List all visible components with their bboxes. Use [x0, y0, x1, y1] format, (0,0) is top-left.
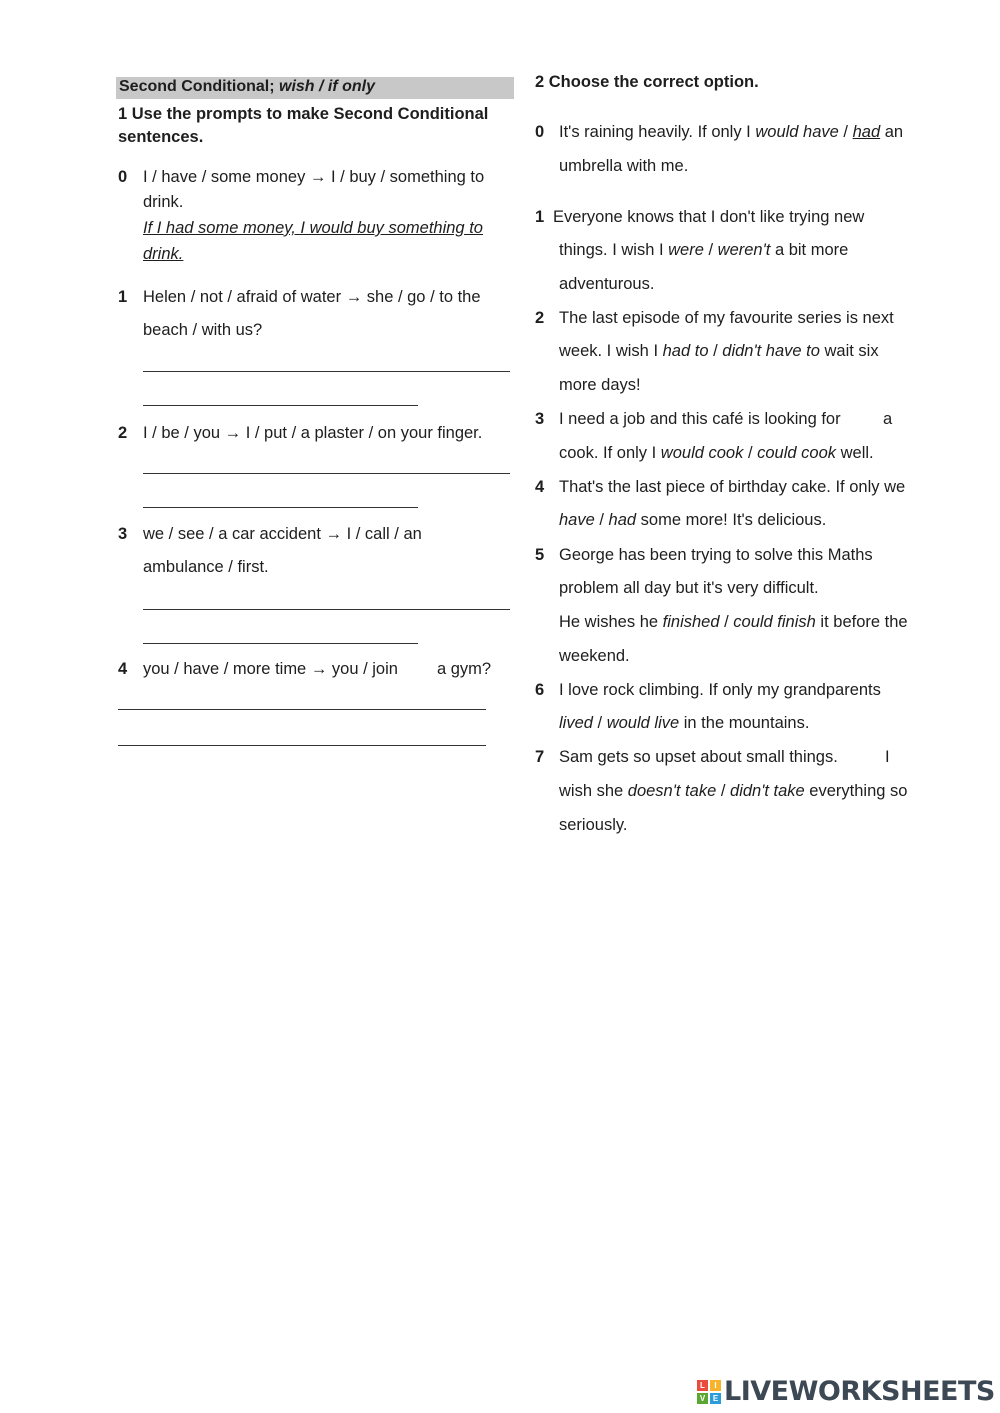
ex2-item-4-post: some more! It's delicious.	[636, 511, 827, 529]
ex2-item-3-sentence	[559, 444, 874, 463]
ex2-item-6-post: in the mountains.	[679, 714, 810, 732]
logo-letter-v: V	[697, 1393, 708, 1404]
ex2-item-1-line3: adventurous.	[559, 275, 655, 293]
ex2-item-7-post: everything so	[804, 782, 908, 800]
ex2-item-2-pre: week. I wish I	[559, 342, 663, 360]
ex2-item-1-option-2[interactable]: weren't	[717, 241, 771, 259]
ex2-item-6-option-1[interactable]: lived	[559, 714, 593, 732]
ex2-item-0-option-2[interactable]: had	[852, 123, 881, 141]
ex1-item-1-number: 1	[118, 288, 128, 306]
ex2-item-5-line2: problem all day but it's very difficult.	[559, 579, 819, 597]
ex2-item-7-line1: Sam gets so upset about small things.	[559, 748, 838, 766]
ex2-item-0-separator: /	[838, 123, 853, 141]
ex2-item-0-pre: It's raining heavily. If only I	[559, 123, 756, 141]
ex2-item-1-line1: Everyone knows that I don't like trying new	[553, 208, 865, 226]
ex2-heading: 2 Choose the correct option.	[535, 73, 759, 91]
ex1-item-0-prompt-line1: I / have / some money → I / buy / something to	[143, 168, 485, 186]
section-title-main: Second Conditional;	[119, 78, 279, 95]
ex2-item-3-option-2[interactable]: could cook	[757, 444, 837, 462]
ex2-item-4-option-2[interactable]: had	[608, 511, 637, 529]
ex1-heading-line1: 1 Use the prompts to make Second Conditional	[118, 105, 489, 123]
ex1-item-4-answer-line-2[interactable]	[118, 745, 486, 746]
ex2-item-0-line2: umbrella with me.	[559, 157, 689, 175]
ex2-item-7-separator: /	[716, 782, 731, 800]
ex1-item-2-number: 2	[118, 424, 128, 442]
ex2-item-0-post: an	[880, 123, 904, 141]
ex2-item-7-option-1[interactable]: doesn't take	[627, 782, 717, 800]
ex1-item-3-prompt-line1: we / see / a car accident → I / call / an	[143, 525, 422, 543]
ex2-item-1-pre: things. I wish I	[559, 241, 669, 259]
ex2-item-6-number: 6	[535, 681, 545, 699]
ex1-item-3-number: 3	[118, 525, 128, 543]
ex2-item-1-option-1[interactable]: were	[668, 241, 704, 259]
section-title-italic: wish / if only	[279, 78, 376, 95]
ex1-item-1-answer-line-1[interactable]	[143, 371, 510, 372]
ex2-item-5-post: it before the	[815, 613, 908, 631]
ex1-heading-line2: sentences.	[118, 128, 204, 146]
ex1-item-2-answer-line-2[interactable]	[143, 507, 418, 508]
ex2-item-0-sentence	[559, 123, 903, 142]
ex2-item-1-separator: /	[703, 241, 718, 259]
ex1-item-3-prompt-line2: ambulance / first.	[143, 558, 269, 576]
ex1-item-4-answer-line-1[interactable]	[118, 709, 486, 710]
ex2-item-1-sentence	[559, 241, 848, 260]
ex2-item-4-option-1[interactable]: have	[559, 511, 595, 529]
ex2-item-3-pre: cook. If only I	[559, 444, 661, 462]
logo-mark-icon	[697, 1380, 721, 1404]
ex1-item-0-answer-line1: If I had some money, I would buy something to	[143, 219, 483, 237]
logo-letter-i: I	[710, 1380, 721, 1391]
section-title	[116, 77, 514, 99]
ex2-item-6-line1: I love rock climbing. If only my grandparents	[559, 681, 881, 699]
ex2-item-0-option-1[interactable]: would have	[755, 123, 839, 141]
ex2-item-7-pre: wish she	[559, 782, 628, 800]
ex2-item-2-number: 2	[535, 309, 545, 327]
ex2-item-1-number: 1	[535, 208, 545, 226]
ex2-item-2-option-1[interactable]: had to	[662, 342, 709, 360]
ex1-item-1-prompt-line2: beach / with us?	[143, 321, 263, 339]
ex1-item-3-answer-line-1[interactable]	[143, 609, 510, 610]
ex1-item-4-number: 4	[118, 660, 128, 678]
ex2-item-4-sentence	[559, 511, 826, 530]
ex2-item-2-post: wait six	[819, 342, 879, 360]
ex1-item-0-answer-line2: drink.	[143, 245, 184, 263]
ex2-item-1-post: a bit more	[770, 241, 849, 259]
ex2-item-5-number: 5	[535, 546, 545, 564]
logo-wordmark: LIVEWORKSHEETS	[724, 1376, 995, 1407]
ex1-item-3-answer-line-2[interactable]	[143, 643, 418, 644]
ex2-item-3-post: well.	[836, 444, 874, 462]
ex2-item-2-separator: /	[708, 342, 723, 360]
ex2-item-0-number: 0	[535, 123, 545, 141]
ex1-item-1-prompt-line1: Helen / not / afraid of water → she / go / to the	[143, 288, 481, 306]
ex1-item-2-answer-line-1[interactable]	[143, 473, 510, 474]
ex2-item-5-pre: He wishes he	[559, 613, 663, 631]
ex2-item-2-line3: more days!	[559, 376, 641, 394]
ex2-item-2-line1: The last episode of my favourite series is next	[559, 309, 894, 327]
ex2-item-3-line1: I need a job and this café is looking for	[559, 410, 841, 428]
ex2-item-7-line1b: I	[885, 748, 890, 766]
liveworksheets-logo[interactable]	[697, 1376, 995, 1407]
ex1-item-4-prompt-line1: you / have / more time → you / join	[143, 660, 398, 678]
ex2-item-5-option-2[interactable]: could finish	[733, 613, 816, 631]
ex2-item-4-number: 4	[535, 478, 545, 496]
ex1-item-0-prompt-line2: drink.	[143, 193, 184, 211]
ex1-item-0-number: 0	[118, 168, 128, 186]
ex2-item-7-line3: seriously.	[559, 816, 628, 834]
ex2-item-5-line1: George has been trying to solve this Maths	[559, 546, 873, 564]
ex2-item-5-line4: weekend.	[559, 647, 630, 665]
ex2-item-3-option-1[interactable]: would cook	[660, 444, 744, 462]
ex2-item-5-option-1[interactable]: finished	[662, 613, 720, 631]
ex2-item-6-separator: /	[592, 714, 607, 732]
ex2-item-3-line1b: a	[883, 410, 893, 428]
ex2-item-5-separator: /	[719, 613, 734, 631]
logo-letter-e: E	[710, 1393, 721, 1404]
ex2-item-7-number: 7	[535, 748, 545, 766]
ex2-item-4-line1: That's the last piece of birthday cake. If only we	[559, 478, 906, 496]
ex2-item-7-option-2[interactable]: didn't take	[730, 782, 805, 800]
ex1-item-1-answer-line-2[interactable]	[143, 405, 418, 406]
ex2-item-3-number: 3	[535, 410, 545, 428]
ex2-item-4-separator: /	[594, 511, 609, 529]
ex2-item-2-sentence	[559, 342, 879, 361]
ex2-item-6-sentence	[559, 714, 809, 733]
ex1-item-4-prompt-line1b: a gym?	[437, 660, 492, 678]
ex2-item-5-sentence	[559, 613, 908, 632]
ex1-item-2-prompt-line1: I / be / you → I / put / a plaster / on your finger.	[143, 424, 483, 442]
ex2-item-2-option-2[interactable]: didn't have to	[722, 342, 820, 360]
logo-letter-l: L	[697, 1380, 708, 1391]
ex2-item-7-sentence	[559, 782, 907, 801]
ex2-item-6-option-2[interactable]: would live	[606, 714, 680, 732]
ex2-item-3-separator: /	[743, 444, 758, 462]
